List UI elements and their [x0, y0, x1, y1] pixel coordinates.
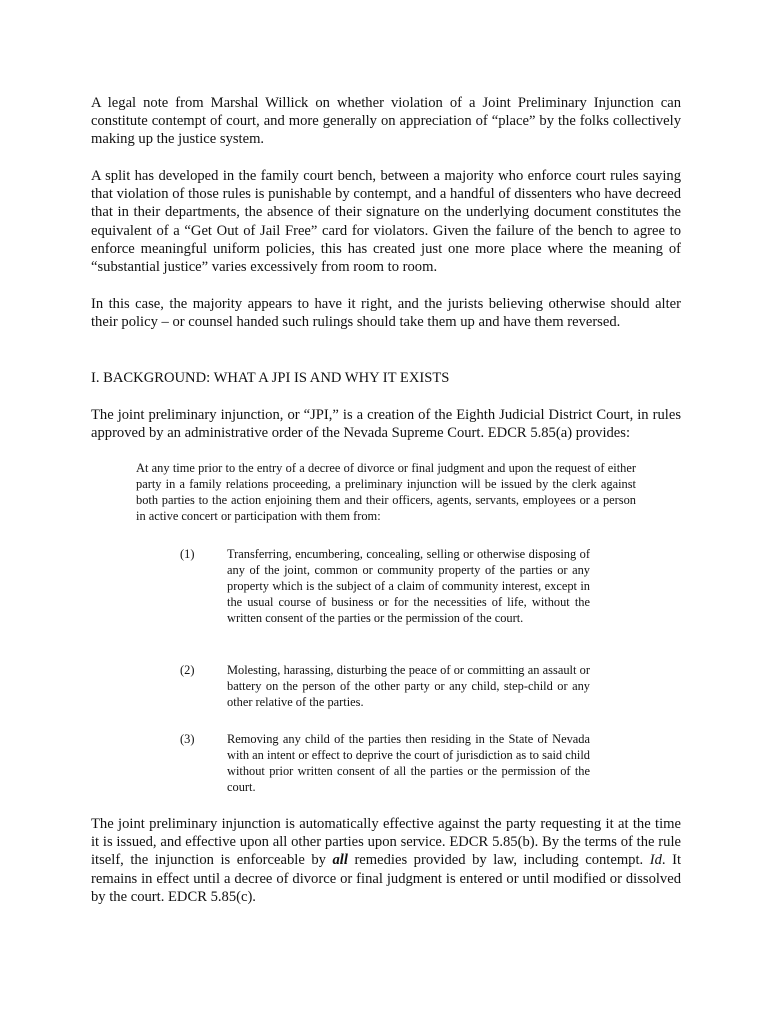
id-citation: Id	[649, 852, 662, 869]
closing-text-part2: remedies provided by law, including contempt.	[347, 852, 650, 869]
rule-item-2	[180, 662, 590, 714]
majority-paragraph: In this case, the majority appears to have it right, and the jurists believing otherwise should alter their policy – or counsel handed such rulings should take them up and have them reversed.	[91, 296, 681, 331]
all-emphasis: all	[332, 852, 348, 869]
rule-item-text: Transferring, encumbering, concealing, selling or otherwise disposing of any of the joint, common or community property of the parties or any property which is the subject of a claim of community interest, except in the usual course of business or for the necessities of life, without the written consent of the parties or the permission of the court.	[227, 547, 590, 625]
rule-item-text: Molesting, harassing, disturbing the peace of or committing an assault or battery on the person of the other party or any child, step-child or any other relative of the parties.	[227, 663, 590, 709]
rule-item-3	[180, 731, 590, 799]
rule-item-1	[180, 546, 590, 646]
split-paragraph: A split has developed in the family court bench, between a majority who enforce court rules saying that violation of those rules is punishable by contempt, and a handful of dissenters who have decreed that in their departments, the absence of their signature on the underlying document constitutes the equivalent of a “Get Out of Jail Free” card for violators. Given the failure of the bench to agree to enforce meaningful uniform policies, this has created just one more place where the meaning of “substantial justice” varies excessively from room to room.	[91, 168, 681, 276]
closing-text-part3: . It remains in effect until a decree of divorce or final judgment is entered or until modified or dissolved by the court. EDCR 5.85(c).	[91, 852, 681, 905]
intro-paragraph: A legal note from Marshal Willick on whether violation of a Joint Preliminary Injunction can constitute contempt of court, and more generally on appreciation of “place” by the folks collectively making up the justice system.	[91, 95, 681, 148]
rule-quote: At any time prior to the entry of a decree of divorce or final judgment and upon the request of either party in a family relations proceeding, a preliminary injunction will be issued by the clerk against both parties to the action enjoining them and their officers, agents, servants, employees or a person in active concert or participation with them from:	[136, 461, 636, 523]
jpi-intro-paragraph: The joint preliminary injunction, or “JPI,” is a creation of the Eighth Judicial District Court, in rules approved by an administrative order of the Nevada Supreme Court. EDCR 5.85(a) provides:	[91, 407, 681, 442]
section-heading: I. BACKGROUND: WHAT A JPI IS AND WHY IT EXISTS	[91, 370, 450, 386]
closing-paragraph	[91, 815, 681, 906]
rule-item-text: Removing any child of the parties then residing in the State of Nevada with an intent or effect to deprive the court of jurisdiction as to said child without prior written consent of all the parties or the permission of the court.	[227, 732, 590, 794]
closing-text-part1: The joint preliminary injunction is automatically effective against the party requesting it at the time it is issued, and effective upon all other parties upon service. EDCR 5.85(b). By the terms of the rule itself, the injunction is enforceable by	[91, 816, 681, 869]
rule-item-number: (1)	[180, 547, 195, 561]
rule-item-number: (3)	[180, 732, 195, 746]
rule-item-number: (2)	[180, 663, 195, 677]
